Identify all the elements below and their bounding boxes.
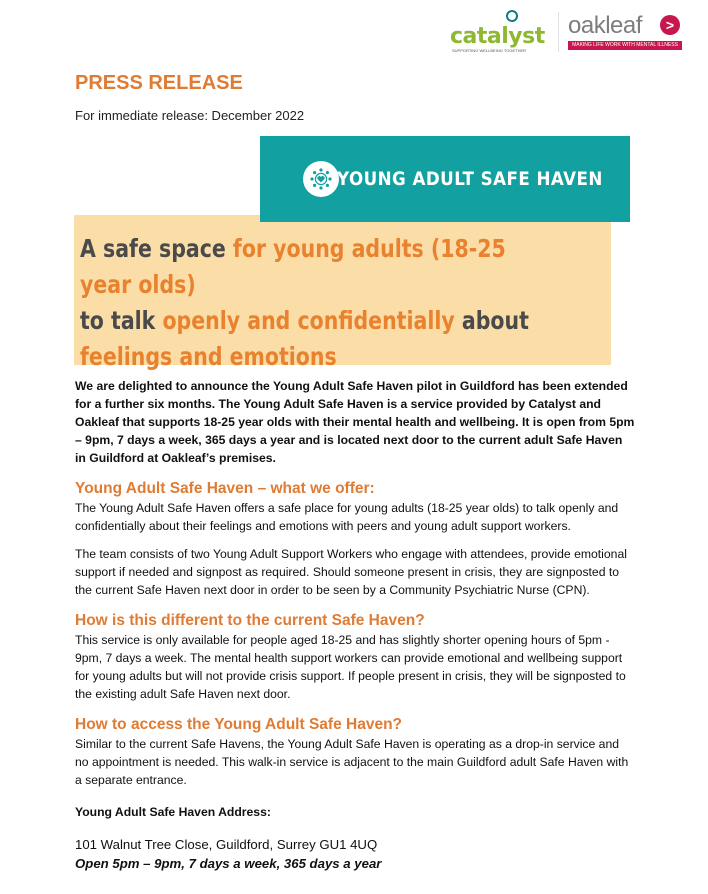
paragraph: The Young Adult Safe Haven offers a safe place for young adults (18-25 year olds) to talk openly and confidentially about their feelings and emotions with peers and young adult support workers. [75,501,619,533]
header-logos [448,8,688,54]
paragraph: This service is only available for people aged 18-25 and has slightly shorter opening hours of 5pm - 9pm, 7 days a week. The mental health support workers can provide emotional and wellbeing support for young adults but will not provide crisis support. If people present in crisis, they will be signposted to the existing adult Safe Haven next door. [75,633,626,701]
tagline-highlight: feelings and emotions [80,342,337,371]
document-title: PRESS RELEASE [75,72,243,94]
section-heading-offer: Young Adult Safe Haven – what we offer: [75,480,375,497]
address-label: Young Adult Safe Haven Address: [75,805,271,819]
press-release-body [75,377,635,873]
paragraph: Similar to the current Safe Havens, the Young Adult Safe Haven is operating as a drop-in service and no appointment is needed. This walk-in service is adjacent to the main Guildford adult Safe Haven with a separate entrance. [75,737,629,787]
tagline-part: A safe space [80,234,233,263]
oakleaf-logo-text: oakleaf [568,12,642,39]
release-date: For immediate release: December 2022 [75,108,305,123]
section-heading-access: How to access the Young Adult Safe Haven? [75,716,402,733]
heart-sun-icon [303,161,339,197]
section-heading-difference: How is this different to the current Safe Haven? [75,612,425,629]
paragraph: The team consists of two Young Adult Support Workers who engage with attendees, provide emotional support if needed and signpost as required. Should someone present in crisis, they are signposted to the current Safe Haven next door in order to be seen by a Community Psychiatric Nurse (CPN). [75,547,627,597]
address-line: 101 Walnut Tree Close, Guildford, Surrey GU1 4UQ [75,837,378,852]
opening-hours: Open 5pm – 9pm, 7 days a week, 365 days a year [75,856,382,871]
tagline [80,231,539,375]
catalyst-logo-tagline: SUPPORTING WELLBEING TOGETHER [452,48,527,53]
chevron-right-icon: > [660,15,680,35]
banner-title: YOUNG ADULT SAFE HAVEN [337,168,603,190]
oakleaf-logo [568,12,684,54]
tagline-part: to talk [80,306,163,335]
catalyst-logo [448,10,544,54]
tagline-highlight: for young adults (18-25 year olds) [80,234,506,299]
tagline-part: about [454,306,529,335]
service-banner [260,136,630,222]
catalyst-logo-text: catalyst [450,24,545,49]
tagline-highlight: openly and confidentially [162,306,455,335]
oakleaf-logo-tagline: MAKING LIFE WORK WITH MENTAL ILLNESS [568,41,682,50]
gear-icon [506,10,518,22]
intro-paragraph: We are delighted to announce the Young Adult Safe Haven pilot in Guildford has been extended for a further six months. The Young Adult Safe Haven is a service provided by Catalyst and Oakleaf that supports 18-25 year olds with their mental health and wellbeing. It is open from 5pm – 9pm, 7 days a week, 365 days a year and is located next door to the current adult Safe Haven in Guildford at Oakleaf’s premises. [75,379,635,465]
tagline-box [74,215,611,371]
logo-divider [558,12,559,52]
